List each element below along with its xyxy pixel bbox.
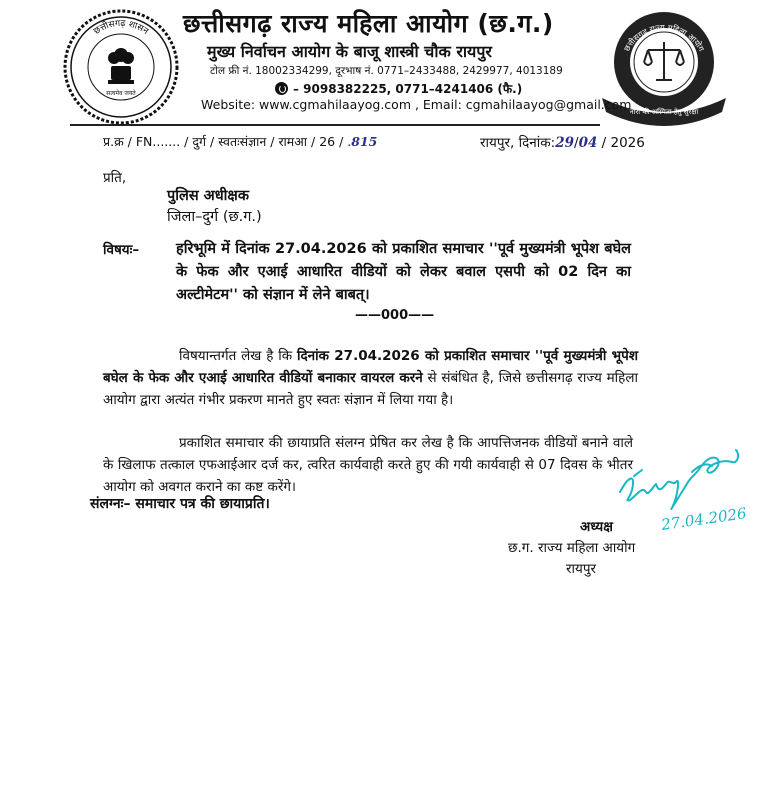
date-month: 04 — [578, 135, 598, 151]
org-contact: Website: www.cgmahilaayog.com , Email: cgmahilaayog@gmail.com — [201, 97, 632, 112]
emblem-banner-text: नारी की अस्मिता हेतु सुरक्षा — [629, 108, 699, 116]
reference-handwritten-number: 815 — [351, 134, 378, 149]
para1-intro: विषयान्तर्गत लेख है कि — [179, 348, 297, 364]
para1-news-reference: दिनांक 27.04.2026 को प्रकाशित समाचार ''पूर्व मुख्यमंत्री भूपेश बघेल के फेक और एआई आधारित वीडियों बनाकार वायरल करने — [103, 348, 638, 386]
cg-government-emblem — [62, 8, 180, 126]
handwritten-signature — [608, 432, 757, 542]
recipient-title: पुलिस अधीक्षक — [167, 188, 249, 204]
org-title: छत्तीसगढ़ राज्य महिला आयोग (छ.ग.) — [183, 9, 554, 38]
to-label: प्रति, — [103, 170, 127, 186]
body-paragraph-1 — [103, 345, 638, 411]
letter-date — [480, 133, 645, 151]
date-separator: / — [574, 135, 579, 151]
signatory-title: अध्यक्ष — [580, 519, 613, 535]
signatory-org: छ.ग. राज्य महिला आयोग — [508, 540, 636, 556]
org-address: मुख्य निर्वाचन आयोग के बाजू शास्त्री चौक रायपुर — [207, 42, 492, 61]
date-prefix: रायपुर, दिनांक: — [480, 135, 556, 151]
date-day: 29 — [555, 135, 574, 151]
date-year: / 2026 — [601, 135, 645, 151]
body-paragraph-2: प्रकाशित समाचार की छायाप्रति संलग्न प्रेषित कर लेख है कि आपत्तिजनक वीडियों बनाने वाले के खिलाफ तत्काल एफआईआर दर्ज कर, त्वरित कार्यवाही करते हुए की गयी कार्यवाही से 07 दिवस के भीतर आयोग को अवगत कराने का कष्ट करेंगे। — [103, 435, 633, 495]
reference-number — [103, 133, 377, 150]
header-divider — [70, 124, 600, 126]
signatory-city: रायपुर — [566, 561, 597, 577]
emblem-arc-text: छत्तीसगढ़ शासन — [92, 18, 150, 37]
separator: ——000—— — [355, 308, 435, 323]
whatsapp-icon — [275, 82, 288, 95]
org-whatsapp-line — [275, 80, 522, 97]
signature-date: 27.04.2026 — [660, 504, 748, 534]
org-phones: टोल फ्री नं. 18002334299, दूरभाष नं. 0771–2433488, 2429977, 4013189 — [210, 65, 563, 77]
subject-text: हरिभूमि में दिनांक 27.04.2026 को प्रकाशित समाचार ''पूर्व मुख्यमंत्री भूपेश बघेल के फेक और एआई आधारित वीडियों को लेकर बवाल एसपी को 02 दिन का अल्टीमेटम'' को संज्ञान में लेने बाबत्। — [176, 241, 631, 303]
whatsapp-numbers: – 9098382225, 0771–4241406 (फै.) — [293, 82, 523, 96]
enclosure-note: संलग्नः– समाचार पत्र की छायाप्रति। — [90, 496, 270, 512]
reference-prefix: प्र.क्र / FN....... / दुर्ग / स्वतःसंज्ञान / रामआ / 26 / . — [103, 134, 352, 149]
subject-label: विषयः– — [103, 242, 140, 258]
emblem-motto: सत्यमेव जयते — [106, 90, 136, 97]
emblem-arc-text: छत्तीसगढ़ राज्य महिला आयोग — [622, 22, 706, 53]
para1-rest: से संबंधित है, जिसे छत्तीसगढ़ राज्य महिला आयोग द्वारा अत्यंत गंभीर प्रकरण मानते हुए स्वतः संज्ञान में लिया गया है। — [103, 370, 638, 408]
recipient-district: जिला–दुर्ग (छ.ग.) — [167, 209, 262, 225]
